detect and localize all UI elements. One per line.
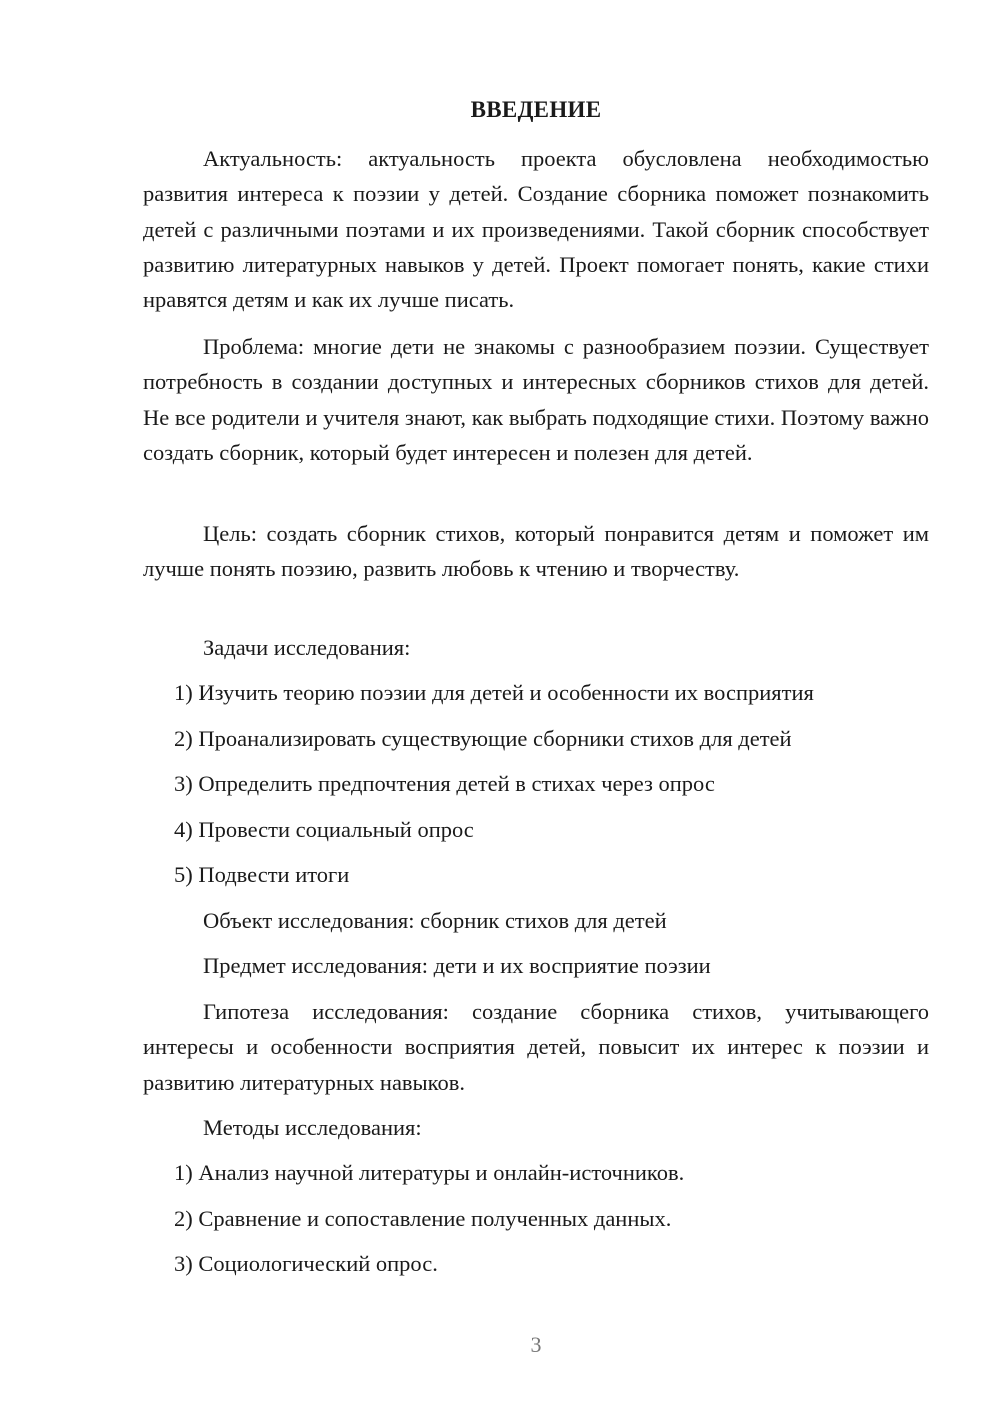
methods-heading: Методы исследования:: [203, 1115, 422, 1140]
page-number: 3: [530, 1332, 542, 1357]
problem-paragraph: Проблема: многие дети не знакомы с разнообразием поэзии. Существует потребность в создании доступных и интересных сборников стихов для детей. Не все родители и учителя знают, как выбрать подходящие стихи. Поэтому важно создать сборник, который будет интересен и полезен для детей.: [143, 334, 929, 465]
task-item: 2) Проанализировать существующие сборники стихов для детей: [174, 726, 792, 751]
task-item: 5) Подвести итоги: [174, 862, 350, 887]
hypothesis-paragraph: Гипотеза исследования: создание сборника стихов, учитывающего интересы и особенности восприятия детей, повысит их интерес к поэзии и развитию литературных навыков.: [143, 999, 929, 1095]
task-item: 1) Изучить теорию поэзии для детей и особенности их восприятия: [174, 680, 814, 705]
method-item: 2) Сравнение и сопоставление полученных данных.: [174, 1206, 672, 1231]
task-item: 4) Провести социальный опрос: [174, 817, 474, 842]
goal-paragraph: Цель: создать сборник стихов, который понравится детям и поможет им лучше понять поэзию, развить любовь к чтению и творчеству.: [143, 521, 929, 582]
method-item: 1) Анализ научной литературы и онлайн-источников.: [174, 1160, 685, 1185]
method-item: 3) Социологический опрос.: [174, 1251, 438, 1276]
tasks-heading: Задачи исследования:: [203, 635, 411, 660]
relevance-paragraph: Актуальность: актуальность проекта обусловлена необходимостью развития интереса к поэзии у детей. Создание сборника поможет познакомить детей с различными поэтами и их произведениями. Такой сборник способствует развитию литературных навыков у детей. Проект помогает понять, какие стихи нравятся детям и как их лучше писать.: [143, 146, 929, 313]
section-title: ВВЕДЕНИЕ: [470, 97, 602, 122]
research-object: Объект исследования: сборник стихов для детей: [203, 908, 667, 933]
research-subject: Предмет исследования: дети и их восприятие поэзии: [203, 953, 711, 978]
task-item: 3) Определить предпочтения детей в стихах через опрос: [174, 771, 715, 796]
